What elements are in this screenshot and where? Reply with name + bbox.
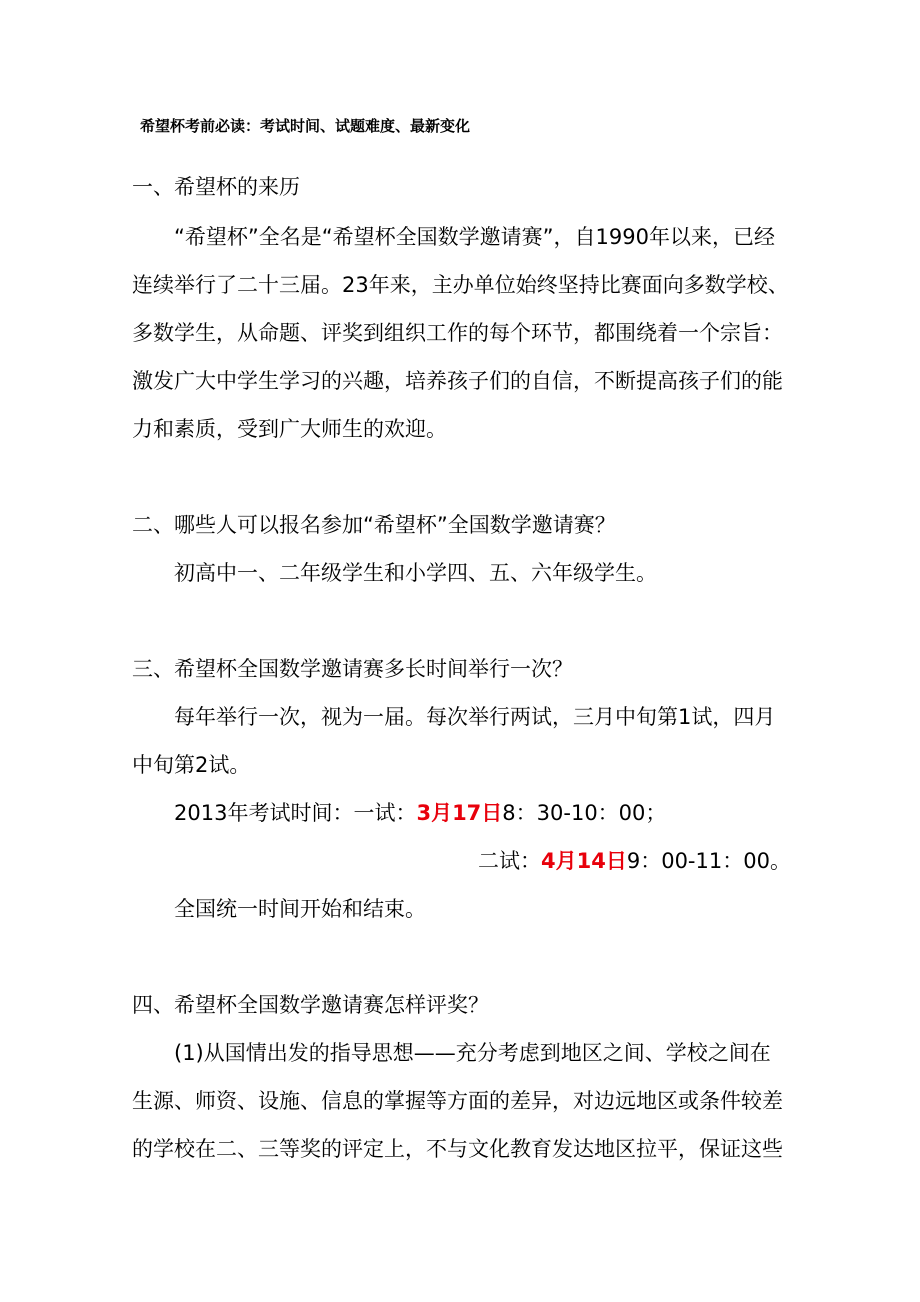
schedule-first-time: 8：30-10：00； bbox=[502, 801, 667, 825]
paragraph-line: 力和素质，受到广大师生的欢迎。 bbox=[132, 417, 447, 441]
section-3-heading: 三、希望杯全国数学邀请赛多长时间举行一次？ bbox=[132, 657, 573, 681]
paragraph-line: 激发广大中学生学习的兴趣，培养孩子们的自信，不断提高孩子们的能 bbox=[132, 369, 783, 393]
schedule-closing: 全国统一时间开始和结束。 bbox=[174, 897, 426, 921]
section-4-heading: 四、希望杯全国数学邀请赛怎样评奖？ bbox=[132, 993, 489, 1017]
paragraph-line: 每年举行一次，视为一届。每次举行两试，三月中旬第1试，四月 bbox=[174, 705, 776, 729]
paragraph-line: 的学校在二、三等奖的评定上，不与文化教育发达地区拉平，保证这些 bbox=[132, 1137, 783, 1161]
document-title: 希望杯考前必读：考试时间、试题难度、最新变化 bbox=[140, 117, 471, 135]
paragraph-line: 中旬第2试。 bbox=[132, 753, 251, 777]
paragraph-line: 多数学生，从命题、评奖到组织工作的每个环节，都围绕着一个宗旨： bbox=[132, 321, 783, 345]
schedule-second-time: 9：00-11：00。 bbox=[626, 849, 791, 873]
paragraph-line: (1)从国情出发的指导思想——充分考虑到地区之间、学校之间在 bbox=[174, 1041, 771, 1065]
section-2-heading: 二、哪些人可以报名参加“希望杯”全国数学邀请赛？ bbox=[132, 513, 616, 537]
exam-schedule-second bbox=[478, 846, 802, 876]
paragraph-line: 生源、师资、设施、信息的掌握等方面的差异，对边远地区或条件较差 bbox=[132, 1089, 783, 1113]
schedule-first-prefix: 2013年考试时间：一试： bbox=[174, 801, 417, 825]
exam-schedule-first bbox=[174, 798, 802, 828]
schedule-second-date: 4月14日 bbox=[541, 849, 627, 873]
paragraph-line: “希望杯”全名是“希望杯全国数学邀请赛”，自1990年以来，已经 bbox=[174, 225, 775, 249]
paragraph-line: 初高中一、二年级学生和小学四、五、六年级学生。 bbox=[174, 561, 657, 585]
paragraph-line: 连续举行了二十三届。23年来，主办单位始终坚持比赛面向多数学校、 bbox=[132, 273, 789, 297]
section-1-heading: 一、希望杯的来历 bbox=[132, 175, 300, 199]
schedule-second-prefix: 二试： bbox=[478, 849, 541, 873]
schedule-first-date: 3月17日 bbox=[416, 801, 503, 825]
